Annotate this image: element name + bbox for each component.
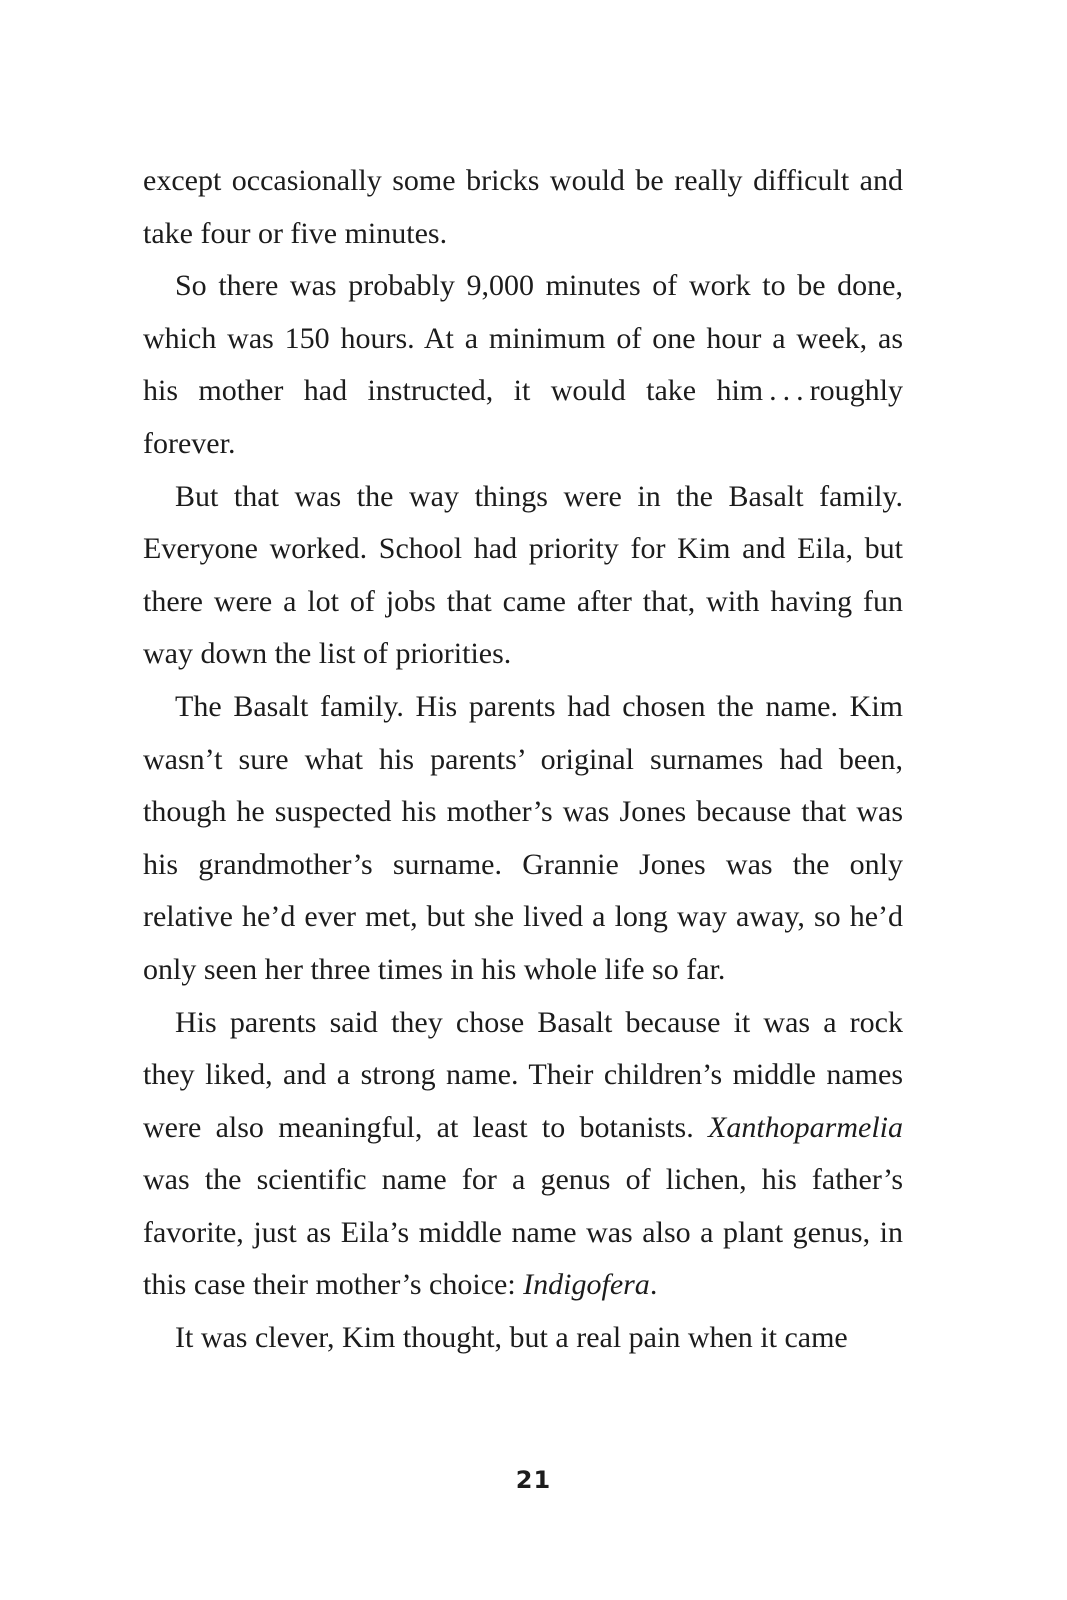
paragraph-5	[143, 997, 903, 1313]
paragraph-5-part-c: .	[649, 1268, 658, 1302]
paragraph-5-part-a: His parents said they chose Basalt because it was a rock they liked, and a strong name. Their children’s middle names were also meaningful, at least to botanists.	[143, 1005, 903, 1144]
italic-genus-lichen: Xanthoparmelia	[708, 1110, 903, 1144]
paragraph-3: But that was the way things were in the Basalt family. Everyone worked. School had priority for Kim and Eila, but there were a lot of jobs that came after that, with having fun way down the list of priorities.	[143, 479, 903, 671]
paragraph-5-part-b: was the scientific name for a genus of lichen, his father’s favorite, just as Eila’s middle name was also a plant genus, in this case their mother’s choice:	[143, 1163, 903, 1302]
page-number: 21	[515, 1466, 552, 1494]
paragraph-2: So there was probably 9,000 minutes of work to be done, which was 150 hours. At a minimum of one hour a week, as his mother had instructed, it would take him . . . roughly forever.	[143, 269, 903, 460]
italic-genus-plant: Indigofera	[523, 1268, 650, 1302]
paragraph-1: except occasionally some bricks would be really difficult and take four or five minutes.	[143, 164, 903, 250]
paragraph-6: It was clever, Kim thought, but a real pain when it came	[175, 1321, 848, 1355]
paragraph-4: The Basalt family. His parents had chosen the name. Kim wasn’t sure what his parents’ original surnames had been, though he suspected his mother’s was Jones because that was his grandmother’s surname. Grannie Jones was the only relative he’d ever met, but she lived a long way away, so he’d only seen her three times in his whole life so far.	[143, 689, 903, 986]
body-text	[143, 155, 903, 1365]
